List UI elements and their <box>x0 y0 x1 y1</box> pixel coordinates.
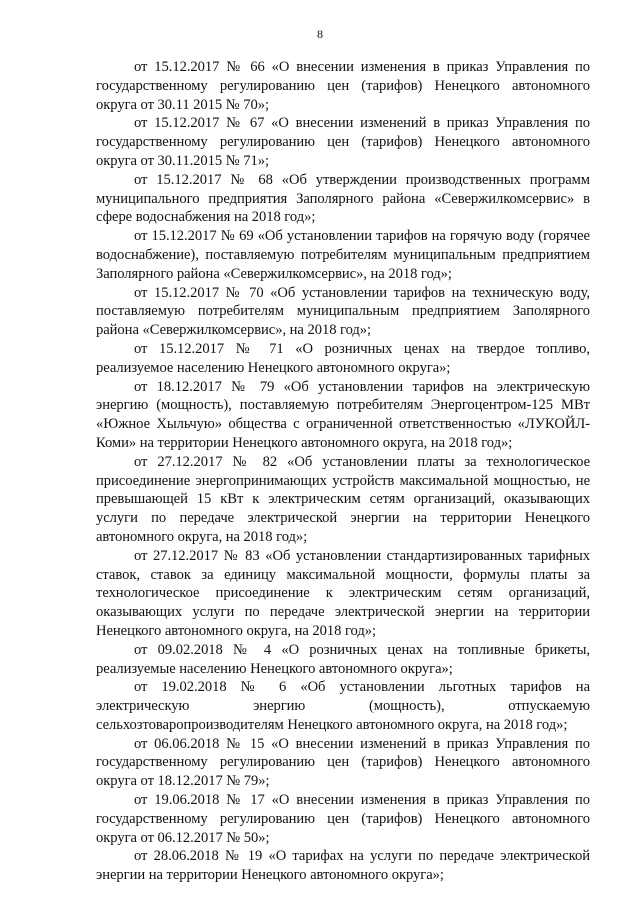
order-item-11: от 19.02.2018 № 6 «Об установлении льготных тарифов на электрическую энергию (мощность), отпускаемую сельхозтоваропроизводителям Ненецкого автономного округа, на 2018 год»; <box>96 679 590 733</box>
order-item-6: от 15.12.2017 № 71 «О розничных ценах на твердое топливо, реализуемое населению Ненецкого автономного округа»; <box>96 340 590 376</box>
order-item-13: от 19.06.2018 № 17 «О внесении изменения в приказ Управления по государственному регулированию цен (тарифов) Ненецкого автономного округа от 06.12.2017 № 50»; <box>96 792 590 846</box>
order-item-5: от 15.12.2017 № 70 «Об установлении тарифов на техническую воду, поставляемую потребителям муниципальным предприятием Заполярного района «Севержилкомсервис», на 2018 год»; <box>96 284 590 339</box>
order-item-2: от 15.12.2017 № 67 «О внесении изменений в приказ Управления по государственному регулированию цен (тарифов) Ненецкого автономного округа от 30.11.2015 № 71»; <box>96 115 590 169</box>
order-item-12: от 06.06.2018 № 15 «О внесении изменений в приказ Управления по государственному регулированию цен (тарифов) Ненецкого автономного округа от 18.12.2017 № 79»; <box>96 735 590 790</box>
order-item-9: от 27.12.2017 № 83 «Об установлении стандартизированных тарифных ставок, ставок за единицу максимальной мощности, формулы платы за технологическое присоединение к электрическим сетям организаций, оказывающих услуги по передаче электрической энергии на территории Ненецкого автономного округа, на 2018 год»; <box>96 547 590 639</box>
order-item-1: от 15.12.2017 № 66 «О внесении изменения в приказ Управления по государственному регулированию цен (тарифов) Ненецкого автономного округа от 30.11 2015 № 70»; <box>96 59 590 113</box>
order-item-4: от 15.12.2017 № 69 «Об установлении тарифов на горячую воду (горячее водоснабжение), поставляемую потребителям муниципальным предприятием Заполярного района «Севержилкомсервис», на 2018 год»; <box>96 228 590 282</box>
order-item-3: от 15.12.2017 № 68 «Об утверждении производственных программ муниципального предприятия Заполярного района «Севержилкомсервис» в сфере водоснабжения на 2018 год»; <box>96 171 590 226</box>
order-item-7: от 18.12.2017 № 79 «Об установлении тарифов на электрическую энергию (мощность), поставляемую потребителям Энергоцентром-125 МВт «Южное Хыльчую» общества с ограниченной ответственностью «ЛУКОЙЛ-Коми» на территории Ненецкого автономного округа, на 2018 год»; <box>96 378 590 451</box>
document-body <box>96 58 590 885</box>
order-item-10: от 09.02.2018 № 4 «О розничных ценах на топливные брикеты, реализуемые населению Ненецкого автономного округа»; <box>96 641 590 677</box>
order-item-8: от 27.12.2017 № 82 «Об установлении платы за технологическое присоединение энергопринимающих устройств максимальной мощностью, не превышающей 15 кВт к электрическим сетям организаций, оказывающих услуги по передаче электрической энергии на территории Ненецкого автономного округа, на 2018 год»; <box>96 453 590 545</box>
page-number: 8 <box>317 27 323 41</box>
order-item-14: от 28.06.2018 № 19 «О тарифах на услуги по передаче электрической энергии на территории Ненецкого автономного округа»; <box>96 848 590 884</box>
